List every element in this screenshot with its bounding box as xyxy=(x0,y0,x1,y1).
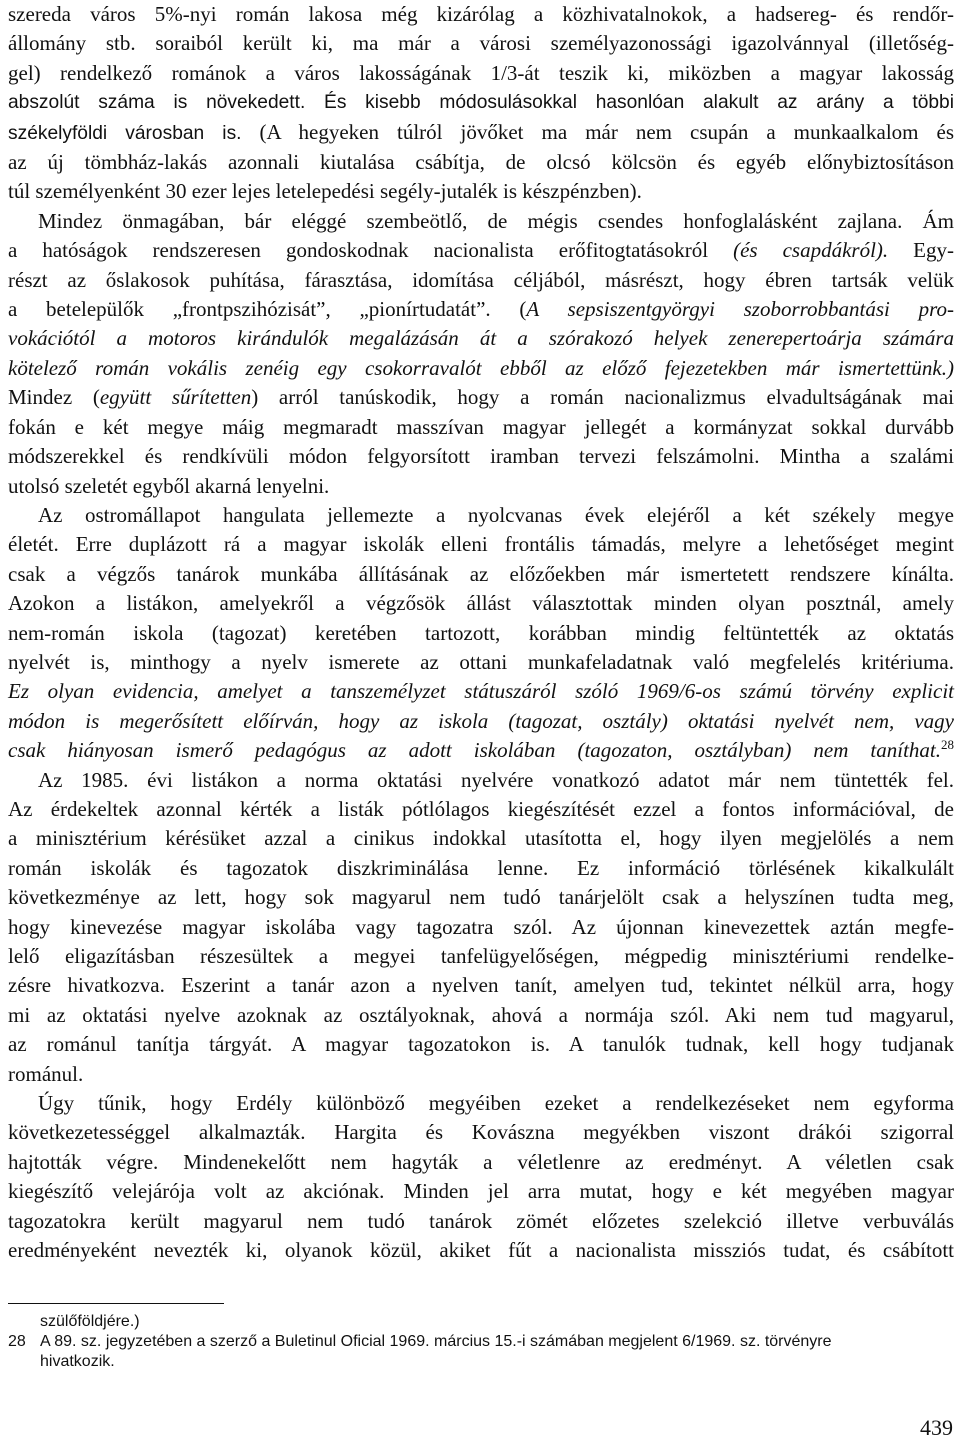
text-line xyxy=(8,295,954,324)
text-line: csak a végzős tanárok munkába állításának az előzőekben már ismertetett rendszere kínálta. xyxy=(8,561,954,586)
text-line: következménye az lett, hogy sok magyarul nem tudó tanárjelölt csak a helyszínen tudta meg, xyxy=(8,885,954,910)
text-line: túl személyenként 30 ezer lejes letelepedési segély-jutalék is készpénzben). xyxy=(8,179,642,204)
text-line: szereda város 5%-nyi román lakosa még kizárólag a közhivatalnokok, a hadsereg- és rendőr- xyxy=(8,2,954,26)
page-number: 439 xyxy=(920,1415,953,1440)
text-line xyxy=(8,236,954,265)
text-line: Az 1985. évi listákon a norma oktatási nyelvére vonatkozó adatot már nem tüntették fel. xyxy=(38,767,954,792)
text-line: románul. xyxy=(8,1061,84,1086)
text-line: Úgy tűnik, hogy Erdély különböző megyéiben ezeket a rendelkezéseket nem egyforma xyxy=(38,1091,954,1116)
text-line: román iskolák és tagozatok diszkriminálása lenne. Ez információ törlésének kikalkulált xyxy=(8,855,954,880)
text-line: utolsó szeletét egyből akarná lenyelni. xyxy=(8,473,330,498)
italic-fragment: együtt sűrítetten xyxy=(99,385,252,410)
footnote-text xyxy=(40,1332,954,1372)
text-line: tagozatokra került magyarul nem tudó tanárok zömét előzetes szelekció illetve verbuválás xyxy=(8,1208,954,1233)
paragraph-5 xyxy=(8,1089,954,1265)
footnote-reference[interactable]: 28 xyxy=(941,737,954,753)
italic-fragment: A sepsiszentgyörgyi szoborrobbantási pro- xyxy=(526,297,954,322)
text-line: fokán e két megye máig megmaradt masszívan magyar jellegét a kormányzat sokkal durvább xyxy=(8,414,954,439)
text-line: életét. Erre duplázott rá a magyar iskolák elleni frontális támadás, melyre a lehetőséget megint xyxy=(8,532,954,557)
paragraph-2 xyxy=(8,207,954,501)
text-fragment: a hatóságok rendszeresen gondoskodnak nacionalista erőfitogtatásokról xyxy=(8,238,734,263)
footnote-text-line: hivatkozik. xyxy=(40,1353,115,1370)
text-line: módszerekkel és rendkívüli módon felgyorsított iramban tervezi felszámolni. Mintha a szalámi xyxy=(8,444,954,469)
text-line xyxy=(8,118,954,148)
text-line: mi az oktatási nyelve azoknak az osztályoknak, ahová a normája szól. Aki nem tud magyarul, xyxy=(8,1002,954,1027)
text-fragment: (A hegyeken túlról jövőket ma már nem csupán a munkaalkalom és xyxy=(241,119,954,144)
text-line: állomány stb. soraiból került ki, ma már a városi személyazonossági igazolvánnyal (illetőség- xyxy=(8,31,954,56)
paragraph-3 xyxy=(8,501,954,766)
text-line: kiegészítő velejárója volt az akciónak. Minden jel arra mutat, hogy e két megyében magyar xyxy=(8,1179,954,1204)
text-fragment: Egy- xyxy=(888,238,954,263)
text-line: zésre hivatkozva. Eszerint a tanár azon a nyelven tanít, amelyen tud, tekintet nélkül arra, hogy xyxy=(8,973,954,998)
text-line: az új tömbház-lakás azonnali kiutalása csábítja, de olcsó kölcsön és egyéb előnybiztosításon xyxy=(8,150,954,175)
paragraph-1 xyxy=(8,0,954,207)
text-line: nem-román iskola (tagozat) keretében tartozott, korábban mindig feltüntették az oktatás xyxy=(8,620,954,645)
text-line: a minisztérium kérésüket azzal a cinikus indokkal utasította el, hogy ilyen megjelölés a nem xyxy=(8,826,954,851)
footnotes xyxy=(8,1312,954,1372)
text-line-italic: módon is megerősített előírván, hogy az iskola (tagozat, osztály) oktatási nyelvét nem, vagy xyxy=(8,708,954,733)
text-line: Azokon a listákon, amelyekről a végzősök állást választottak minden olyan posztnál, amely xyxy=(8,591,954,616)
text-line: hajtották végre. Mindenekelőtt nem hagyták a véletlenre az eredményt. A véletlen csak xyxy=(8,1149,954,1174)
text-line: Az ostromállapot hangulata jellemezte a nyolcvanas évek elejéről a két székely megye xyxy=(38,502,954,527)
text-fragment: Mindez ( xyxy=(8,385,100,410)
text-line: részt az őslakosok puhítása, fárasztása, idomítása céljából, másrészt, hogy ébren tartsák velük xyxy=(8,267,954,292)
text-line: az románul tanítja tárgyát. A magyar tagozatokon is. A tanulók tudnak, kell hogy tudjanak xyxy=(8,1032,954,1057)
text-line-italic: vokációtól a motoros kirándulók megalázásán át a szórakozó helyek zenerepertoárja számára xyxy=(8,326,954,351)
text-line: abszolút száma is növekedett. És kisebb módosulásokkal hasonlóan alakult az arány a többi xyxy=(8,92,954,114)
italic-fragment: (és csapdákról). xyxy=(733,238,889,263)
footnote-text-line: A 89. sz. jegyzetében a szerző a Buletinul Oficial 1969. március 15.-i számában megjelent 6/1969. sz. törvényre xyxy=(40,1333,832,1350)
footnote-divider xyxy=(8,1303,224,1304)
page-body-text xyxy=(8,0,954,1265)
footnote-28 xyxy=(8,1332,954,1372)
text-line: eredményeként nevezték ki, olyanok közül, akiket fűt a nacionalista missziós tudat, és csábított xyxy=(8,1238,954,1263)
text-fragment: a betelepülők „frontpszihózisát”, „pionírtudatát”. ( xyxy=(8,297,527,322)
text-line-italic: Ez olyan evidencia, amelyet a tanszemélyzet státuszáról szóló 1969/6-os számú törvény explicit xyxy=(8,679,954,704)
text-line: Az érdekeltek azonnal kérték a listák pótlólagos kiegészítését ezzel a fontos információval, de xyxy=(8,796,954,821)
text-fragment: csak hiányosan ismerő pedagógus az adott iskolában (tagozaton, osztályban) nem taníthat. xyxy=(8,738,941,763)
text-fragment: székelyföldi városban is. xyxy=(8,122,242,144)
text-line: hogy kinevezése magyar iskolába vagy tagozatra szól. Az újonnan kinevezettek aztán megfe- xyxy=(8,914,954,939)
text-line: következetességgel alkalmazták. Hargita és Kovászna megyékben viszont drákói szigorral xyxy=(8,1120,954,1145)
text-line-italic: kötelező román vokális zenéig egy csokorravalót ebből az előző fejezetekben már ismertettünk.) xyxy=(8,355,954,380)
text-line: nyelvét is, minthogy a nyelv ismerete az ottani munkafeladatnak való megfelelés kritériuma. xyxy=(8,649,954,674)
text-line: lelő eligazításban részesültek a megyei tanfelügyelőségen, mégpedig minisztériumi rendelke- xyxy=(8,944,954,968)
footnote-continuation: szülőföldjére.) xyxy=(40,1313,140,1330)
text-fragment: ) arról tanúskodik, hogy a román nacionalizmus elvadultságának mai xyxy=(251,385,954,410)
paragraph-4 xyxy=(8,766,954,1089)
text-line: Mindez önmagában, bár eléggé szembeötlő, de mégis csendes honfoglalásként zajlana. Ám xyxy=(38,208,954,233)
footnote-number: 28 xyxy=(8,1333,26,1350)
text-line xyxy=(8,383,954,412)
text-line: gel) rendelkező románok a város lakosságának 1/3-át teszik ki, miközben a magyar lakosság xyxy=(8,60,954,85)
text-line-italic xyxy=(8,736,954,765)
